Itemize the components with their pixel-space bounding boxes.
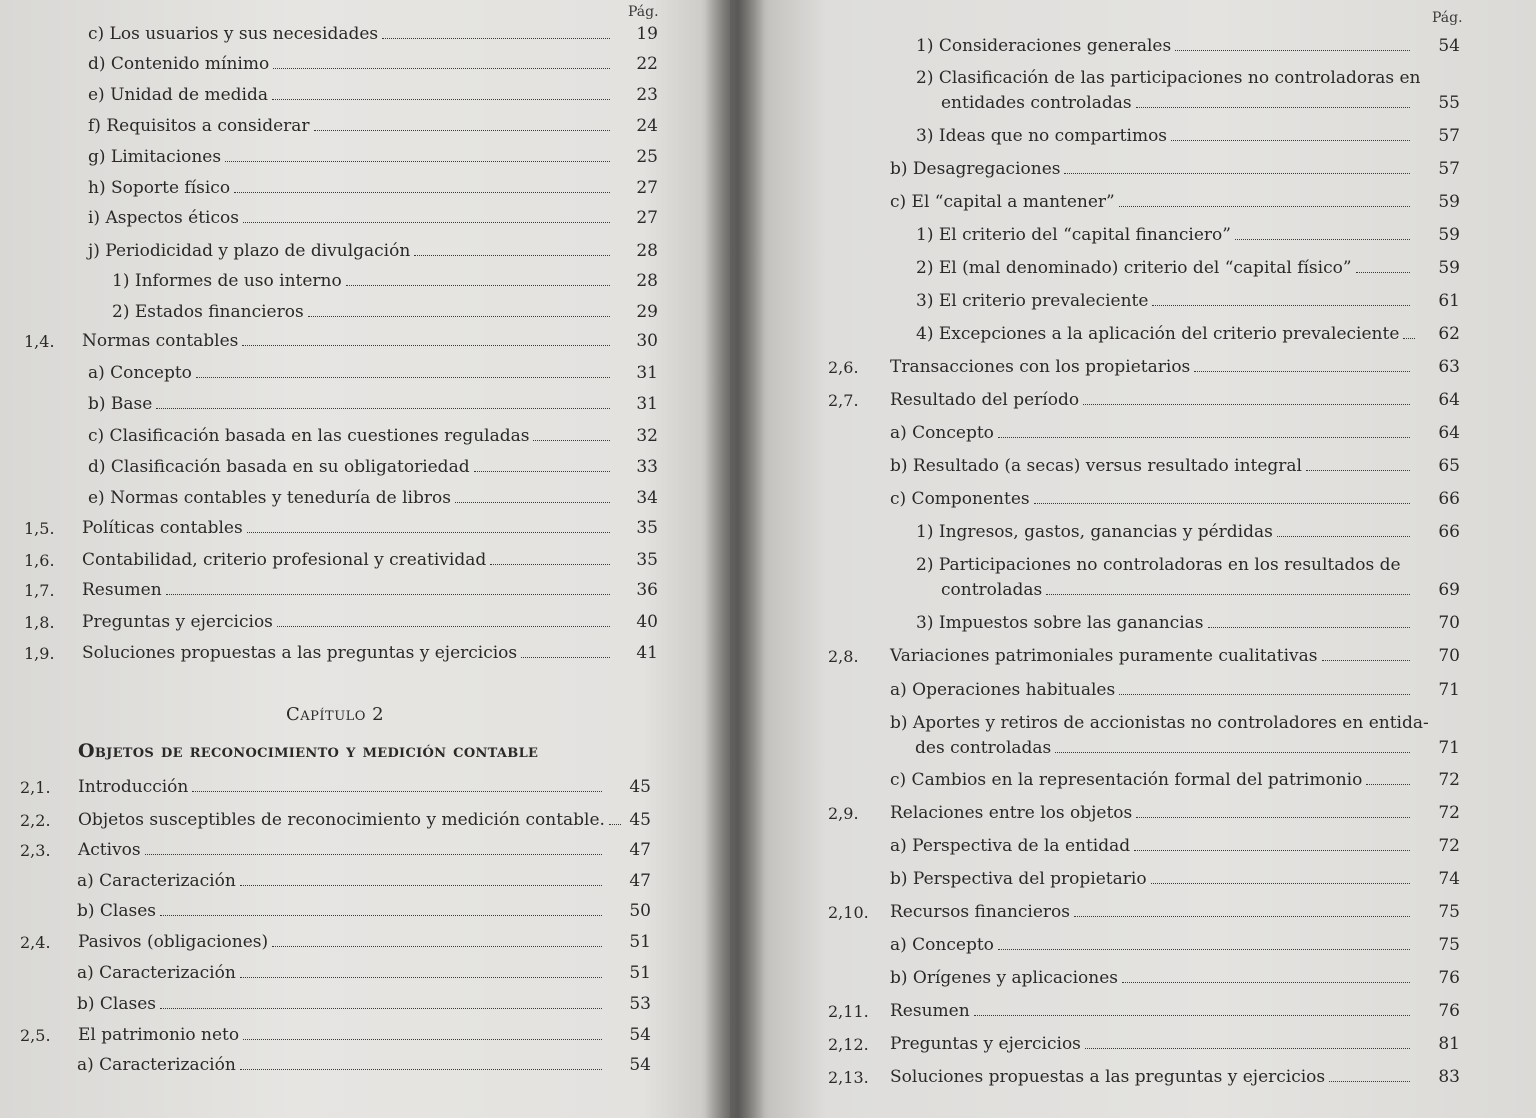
dot-leader [1235, 239, 1410, 240]
page-number: 24 [636, 116, 658, 136]
page-number: 57 [1438, 159, 1460, 179]
page-number: 75 [1438, 902, 1460, 922]
page-number: 45 [629, 777, 651, 797]
page-number: 72 [1438, 836, 1460, 856]
section-number: 2,6. [828, 358, 859, 377]
page-number: 70 [1438, 646, 1460, 666]
toc-title: Resultado del período [890, 390, 1080, 410]
page-number: 47 [629, 871, 651, 891]
toc-title: d) Clasificación basada en su obligatoriedad [88, 457, 470, 477]
dot-leader [1083, 404, 1410, 405]
page-number: 57 [1438, 126, 1460, 146]
dot-leader [277, 626, 610, 627]
dot-leader [1329, 1081, 1410, 1082]
page-number: 76 [1438, 968, 1460, 988]
toc-title: Introducción [78, 777, 189, 797]
toc-title: d) Contenido mínimo [88, 54, 270, 74]
dot-leader [1064, 173, 1410, 174]
toc-entry [20, 932, 651, 953]
toc-title: 1) Consideraciones generales [916, 36, 1172, 56]
dot-leader [1119, 694, 1410, 695]
toc-entry [88, 147, 658, 168]
toc-entry [77, 963, 651, 984]
page-number: 66 [1438, 489, 1460, 509]
toc-entry [828, 390, 1460, 411]
page-number: 22 [636, 54, 658, 74]
dot-leader [974, 1015, 1410, 1016]
toc-entry [24, 331, 658, 352]
toc-entry [112, 271, 658, 292]
toc-title: a) Concepto [88, 363, 192, 383]
toc-title: a) Caracterización [77, 963, 236, 983]
left-page [0, 0, 730, 1118]
toc-entry [112, 302, 658, 323]
page-column-label: Pág. [1432, 10, 1463, 26]
toc-title: e) Unidad de medida [88, 85, 268, 105]
toc-entry [828, 357, 1460, 378]
page-number: 40 [636, 612, 658, 632]
toc-entry [88, 241, 658, 262]
dot-leader [314, 130, 610, 131]
dot-leader [1136, 107, 1410, 108]
toc-entry [88, 85, 658, 106]
toc-entry [890, 935, 1460, 956]
page-number: 51 [629, 932, 651, 952]
toc-entry [828, 902, 1460, 923]
dot-leader [1122, 982, 1410, 983]
page-number: 59 [1438, 225, 1460, 245]
toc-entry [916, 126, 1460, 147]
toc-entry [890, 489, 1460, 510]
page-number: 45 [629, 810, 651, 830]
section-number: 2,5. [20, 1026, 51, 1045]
page-number: 59 [1438, 192, 1460, 212]
toc-title: 2) Participaciones no controladoras en los resultados de [916, 555, 1401, 575]
page-number: 31 [636, 394, 658, 414]
section-number: 2,1. [20, 778, 51, 797]
page-number: 30 [636, 331, 658, 351]
dot-leader [1074, 916, 1410, 917]
page-number: 51 [629, 963, 651, 983]
dot-leader [1366, 784, 1410, 785]
toc-title: Soluciones propuestas a las preguntas y ejercicios [82, 643, 518, 663]
toc-title: a) Operaciones habituales [890, 680, 1116, 700]
toc-title-continuation: entidades controladas [941, 93, 1132, 113]
toc-entry [24, 580, 658, 601]
page-number: 63 [1438, 357, 1460, 377]
dot-leader [1034, 503, 1410, 504]
toc-entry [890, 423, 1460, 444]
toc-title: j) Periodicidad y plazo de divulgación [88, 241, 411, 261]
toc-title: 4) Excepciones a la aplicación del criterio prevaleciente [916, 324, 1400, 344]
toc-entry [20, 1025, 651, 1046]
toc-title: 2) Clasificación de las participaciones no controladoras en [916, 68, 1421, 88]
toc-title: Normas contables [82, 331, 239, 351]
page-number: 19 [636, 24, 658, 44]
toc-title: c) Clasificación basada en las cuestiones reguladas [88, 426, 530, 446]
toc-entry [24, 550, 658, 571]
dot-leader [1152, 305, 1410, 306]
dot-leader [196, 377, 610, 378]
toc-title: Resumen [890, 1001, 970, 1021]
toc-entry [77, 901, 651, 922]
dot-leader [243, 222, 610, 223]
toc-title: 2) Estados financieros [112, 302, 304, 322]
toc-entry [890, 192, 1460, 213]
section-number: 2,8. [828, 647, 859, 666]
toc-entry [916, 291, 1460, 312]
page-number: 65 [1438, 456, 1460, 476]
dot-leader [166, 594, 610, 595]
page-number: 47 [629, 840, 651, 860]
section-number: 1,6. [24, 551, 55, 570]
page-number: 62 [1438, 324, 1460, 344]
page-number: 76 [1438, 1001, 1460, 1021]
toc-title: a) Concepto [890, 423, 994, 443]
page-number: 50 [629, 901, 651, 921]
toc-title: Políticas contables [82, 518, 243, 538]
dot-leader [240, 885, 602, 886]
toc-entry [890, 159, 1460, 180]
dot-leader [234, 192, 610, 193]
toc-entry [916, 36, 1460, 57]
toc-title: a) Caracterización [77, 1055, 236, 1075]
dot-leader [1322, 660, 1411, 661]
toc-entry [828, 646, 1460, 667]
toc-entry [20, 810, 651, 831]
toc-title: a) Concepto [890, 935, 994, 955]
section-number: 1,8. [24, 613, 55, 632]
toc-entry [88, 208, 658, 229]
page-number: 41 [636, 643, 658, 663]
dot-leader [145, 854, 602, 855]
page-number: 69 [1438, 580, 1460, 600]
toc-entry [88, 394, 658, 415]
page-number: 54 [629, 1025, 651, 1045]
toc-entry [890, 713, 1460, 759]
chapter-title: Objetos de reconocimiento y medición contable [78, 740, 539, 762]
dot-leader [1277, 536, 1410, 537]
toc-title: a) Caracterización [77, 871, 236, 891]
toc-title: c) Los usuarios y sus necesidades [88, 24, 379, 44]
toc-entry [890, 869, 1460, 890]
toc-title: 3) Impuestos sobre las ganancias [916, 613, 1204, 633]
dot-leader [1151, 883, 1410, 884]
toc-title: a) Perspectiva de la entidad [890, 836, 1131, 856]
toc-title: 3) El criterio prevaleciente [916, 291, 1149, 311]
toc-title: 3) Ideas que no compartimos [916, 126, 1168, 146]
toc-entry [916, 225, 1460, 246]
toc-entry [916, 522, 1460, 543]
chapter-label: Capítulo 2 [286, 704, 385, 725]
toc-title: Soluciones propuestas a las preguntas y ejercicios [890, 1067, 1326, 1087]
toc-title: c) Componentes [890, 489, 1030, 509]
dot-leader [521, 657, 610, 658]
dot-leader [160, 1008, 602, 1009]
section-number: 2,10. [828, 903, 869, 922]
dot-leader [240, 977, 602, 978]
page-number: 35 [636, 518, 658, 538]
toc-title-continuation: controladas [941, 580, 1043, 600]
section-number: 2,7. [828, 391, 859, 410]
dot-leader [346, 285, 610, 286]
toc-title: Variaciones patrimoniales puramente cualitativas [890, 646, 1318, 666]
page-number: 28 [636, 241, 658, 261]
toc-entry [890, 770, 1460, 791]
toc-title: i) Aspectos éticos [88, 208, 239, 228]
toc-entry [916, 258, 1460, 279]
toc-title: b) Desagregaciones [890, 159, 1061, 179]
toc-title: Recursos financieros [890, 902, 1071, 922]
dot-leader [273, 68, 610, 69]
dot-leader [247, 532, 610, 533]
toc-title: b) Clases [77, 994, 157, 1014]
toc-title: Contabilidad, criterio profesional y creatividad [82, 550, 487, 570]
toc-title: 1) El criterio del “capital financiero” [916, 225, 1231, 245]
toc-title: 1) Informes de uso interno [112, 271, 342, 291]
toc-title: Relaciones entre los objetos [890, 803, 1133, 823]
dot-leader [243, 1039, 602, 1040]
toc-title-continuation: des controladas [915, 738, 1052, 758]
page-number: 53 [629, 994, 651, 1014]
toc-entry [88, 54, 658, 75]
page-number: 31 [636, 363, 658, 383]
page-number: 34 [636, 488, 658, 508]
toc-entry [88, 426, 658, 447]
dot-leader [1175, 50, 1410, 51]
section-number: 2,2. [20, 811, 51, 830]
dot-leader [272, 99, 610, 100]
dot-leader [1134, 850, 1410, 851]
toc-title: Transacciones con los propietarios [890, 357, 1191, 377]
section-number: 2,12. [828, 1035, 869, 1054]
section-number: 2,9. [828, 804, 859, 823]
page-number: 70 [1438, 613, 1460, 633]
toc-title: c) Cambios en la representación formal del patrimonio [890, 770, 1363, 790]
toc-title: Preguntas y ejercicios [890, 1034, 1081, 1054]
page-number: 54 [629, 1055, 651, 1075]
dot-leader [242, 345, 610, 346]
toc-title: El patrimonio neto [78, 1025, 240, 1045]
page-number: 61 [1438, 291, 1460, 311]
toc-entry [88, 178, 658, 199]
dot-leader [1306, 470, 1410, 471]
toc-title: g) Limitaciones [88, 147, 222, 167]
toc-title: h) Soporte físico [88, 178, 231, 198]
page-number: 28 [636, 271, 658, 291]
section-number: 1,7. [24, 581, 55, 600]
toc-entry [828, 1034, 1460, 1055]
page-number: 71 [1438, 680, 1460, 700]
toc-title: b) Resultado (a secas) versus resultado integral [890, 456, 1302, 476]
section-number: 2,4. [20, 933, 51, 952]
toc-entry [24, 612, 658, 633]
page-number: 32 [636, 426, 658, 446]
toc-title: b) Perspectiva del propietario [890, 869, 1147, 889]
toc-title: 2) El (mal denominado) criterio del “capital físico” [916, 258, 1352, 278]
page-number: 23 [636, 85, 658, 105]
toc-entry [88, 457, 658, 478]
page-number: 83 [1438, 1067, 1460, 1087]
page-column-label: Pág. [628, 4, 659, 20]
dot-leader [1171, 140, 1410, 141]
page-number: 75 [1438, 935, 1460, 955]
toc-title: b) Aportes y retiros de accionistas no controladores en entida- [890, 713, 1429, 733]
toc-title: f) Requisitos a considerar [88, 116, 310, 136]
page-number: 64 [1438, 390, 1460, 410]
dot-leader [272, 946, 602, 947]
dot-leader [490, 564, 610, 565]
toc-entry [88, 488, 658, 509]
dot-leader [414, 255, 610, 256]
dot-leader [156, 408, 610, 409]
toc-entry [828, 803, 1460, 824]
toc-entry [88, 363, 658, 384]
page-number: 72 [1438, 770, 1460, 790]
toc-title: b) Orígenes y aplicaciones [890, 968, 1118, 988]
toc-entry [890, 680, 1460, 701]
page-number: 59 [1438, 258, 1460, 278]
page-number: 36 [636, 580, 658, 600]
toc-title: Resumen [82, 580, 162, 600]
toc-entry [24, 643, 658, 664]
dot-leader [1136, 817, 1410, 818]
dot-leader [192, 791, 602, 792]
dot-leader [998, 437, 1410, 438]
dot-leader [1119, 206, 1410, 207]
dot-leader [160, 915, 602, 916]
dot-leader [1208, 627, 1411, 628]
toc-entry [24, 518, 658, 539]
page-number: 71 [1438, 738, 1460, 758]
toc-entry [77, 1055, 651, 1076]
toc-entry [890, 836, 1460, 857]
page-number: 72 [1438, 803, 1460, 823]
toc-entry [828, 1067, 1460, 1088]
section-number: 1,5. [24, 519, 55, 538]
toc-entry [890, 968, 1460, 989]
page-number: 35 [636, 550, 658, 570]
toc-title: Pasivos (obligaciones) [78, 932, 269, 952]
section-number: 2,13. [828, 1068, 869, 1087]
page-number: 27 [636, 178, 658, 198]
right-page [730, 0, 1536, 1118]
dot-leader [382, 38, 610, 39]
page-number: 66 [1438, 522, 1460, 542]
toc-title: Preguntas y ejercicios [82, 612, 273, 632]
toc-entry [828, 1001, 1460, 1022]
toc-entry [20, 777, 651, 798]
dot-leader [1403, 338, 1415, 339]
toc-entry [890, 456, 1460, 477]
toc-entry [916, 68, 1460, 114]
toc-entry [88, 116, 658, 137]
dot-leader [1055, 752, 1410, 753]
section-number: 1,9. [24, 644, 55, 663]
toc-title: e) Normas contables y teneduría de libros [88, 488, 451, 508]
section-number: 1,4. [24, 332, 55, 351]
toc-title: 1) Ingresos, gastos, ganancias y pérdidas [916, 522, 1273, 542]
toc-entry [916, 555, 1460, 601]
dot-leader [1356, 272, 1410, 273]
toc-entry [916, 324, 1460, 345]
dot-leader [1085, 1048, 1410, 1049]
page-number: 64 [1438, 423, 1460, 443]
toc-title: b) Clases [77, 901, 157, 921]
toc-entry [20, 840, 651, 861]
page-number: 27 [636, 208, 658, 228]
dot-leader [998, 949, 1410, 950]
toc-title: Objetos susceptibles de reconocimiento y medición contable. [78, 810, 605, 830]
toc-title: c) El “capital a mantener” [890, 192, 1115, 212]
toc-entry [88, 24, 658, 45]
dot-leader [1046, 594, 1410, 595]
page-number: 55 [1438, 93, 1460, 113]
page-number: 74 [1438, 869, 1460, 889]
dot-leader [1194, 371, 1410, 372]
section-number: 2,3. [20, 841, 51, 860]
dot-leader [240, 1069, 602, 1070]
page-number: 29 [636, 302, 658, 322]
page-number: 81 [1438, 1034, 1460, 1054]
toc-title: b) Base [88, 394, 153, 414]
page-number: 25 [636, 147, 658, 167]
dot-leader [533, 440, 610, 441]
toc-title: Activos [78, 840, 141, 860]
toc-entry [77, 994, 651, 1015]
dot-leader [308, 316, 610, 317]
toc-entry [916, 613, 1460, 634]
toc-entry [77, 871, 651, 892]
page-number: 54 [1438, 36, 1460, 56]
dot-leader [474, 471, 610, 472]
dot-leader [225, 161, 610, 162]
page-number: 33 [636, 457, 658, 477]
section-number: 2,11. [828, 1002, 869, 1021]
dot-leader [455, 502, 610, 503]
